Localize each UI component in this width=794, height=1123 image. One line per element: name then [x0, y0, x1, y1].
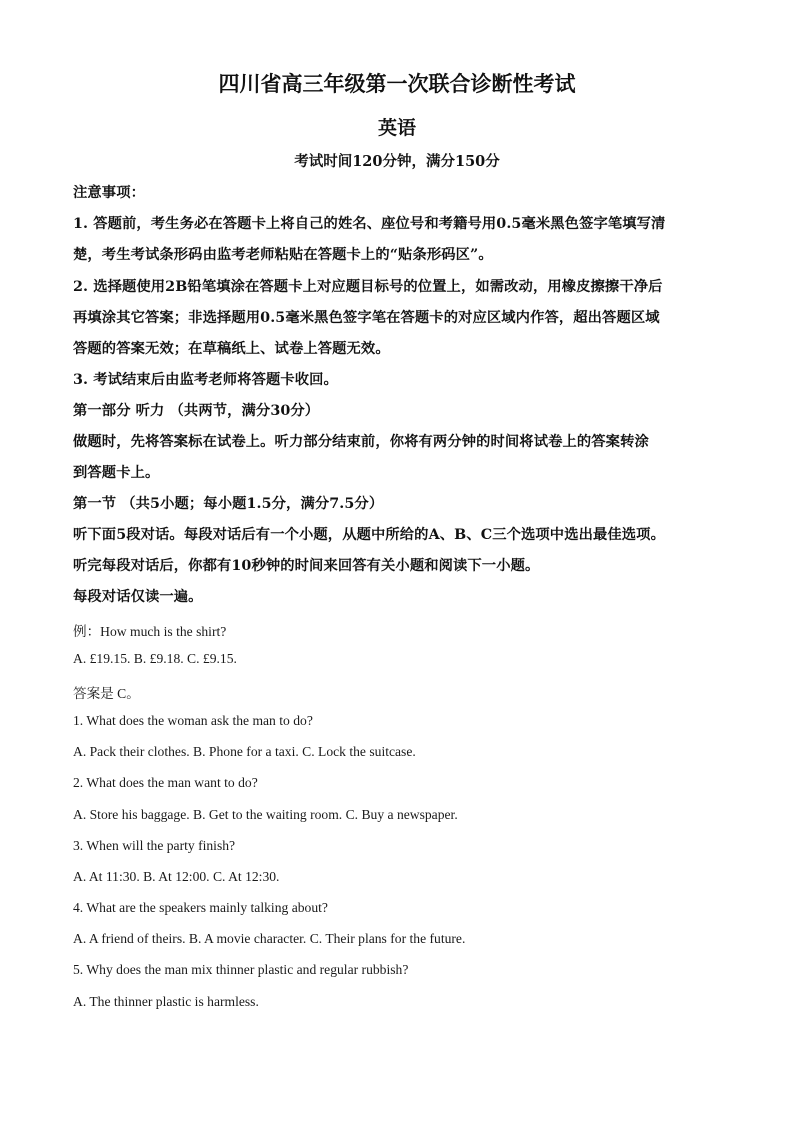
part1-heading: 第一部分 听力 （共两节，满分30分）: [73, 403, 320, 419]
example-question: 例：How much is the shirt?: [73, 624, 227, 639]
section1-instruction-line-3: 每段对话仅读一遍。: [73, 589, 203, 605]
note-3: 3. 考试结束后由监考老师将答题卡收回。: [73, 372, 338, 388]
exam-info: 考试时间120分钟，满分150分: [294, 153, 500, 170]
note-2-line-3: 答题的答案无效；在草稿纸上、试卷上答题无效。: [73, 341, 390, 357]
question-3: 3. When will the party finish?: [73, 838, 236, 853]
notes-heading: 注意事项：: [73, 185, 145, 201]
question-5: 5. Why does the man mix thinner plastic and regular rubbish?: [73, 962, 409, 977]
section1-heading: 第一节 （共5小题；每小题1.5分，满分7.5分）: [73, 496, 384, 512]
note-2-line-1: 2. 选择题使用2B铅笔填涂在答题卡上对应题目标号的位置上，如需改动，用橡皮擦擦干净后: [73, 279, 663, 295]
exam-title: 四川省高三年级第一次联合诊断性考试: [218, 71, 576, 96]
question-1-options: A. Pack their clothes. B. Phone for a taxi. C. Lock the suitcase.: [73, 744, 416, 759]
part1-intro-line-1: 做题时，先将答案标在试卷上。听力部分结束前，你将有两分钟的时间将试卷上的答案转涂: [73, 434, 649, 450]
subject-title: 英语: [377, 117, 416, 139]
question-5-options: A. The thinner plastic is harmless.: [73, 994, 259, 1009]
question-4-options: A. A friend of theirs. B. A movie character. C. Their plans for the future.: [73, 931, 466, 946]
note-2-line-2: 再填涂其它答案；非选择题用0.5毫米黑色签字笔在答题卡的对应区域内作答，超出答题区域: [73, 310, 660, 326]
question-4: 4. What are the speakers mainly talking about?: [73, 900, 328, 915]
note-1-line-1: 1. 答题前，考生务必在答题卡上将自己的姓名、座位号和考籍号用0.5毫米黑色签字笔填写清: [73, 216, 666, 232]
note-1-line-2: 楚，考生考试条形码由监考老师粘贴在答题卡上的“贴条形码区”。: [73, 247, 493, 263]
example-answer: 答案是 C。: [73, 686, 140, 701]
question-2-options: A. Store his baggage. B. Get to the waiting room. C. Buy a newspaper.: [73, 807, 458, 822]
question-2: 2. What does the man want to do?: [73, 775, 258, 790]
part1-intro-line-2: 到答题卡上。: [73, 465, 160, 481]
example-options: A. £19.15. B. £9.18. C. £9.15.: [73, 651, 237, 666]
section1-instruction-line-2: 听完每段对话后，你都有10秒钟的时间来回答有关小题和阅读下一小题。: [73, 558, 540, 574]
question-1: 1. What does the woman ask the man to do?: [73, 713, 313, 728]
section1-instruction-line-1: 听下面5段对话。每段对话后有一个小题，从题中所给的A、B、C三个选项中选出最佳选项。: [73, 527, 665, 543]
question-3-options: A. At 11:30. B. At 12:00. C. At 12:30.: [73, 869, 280, 884]
